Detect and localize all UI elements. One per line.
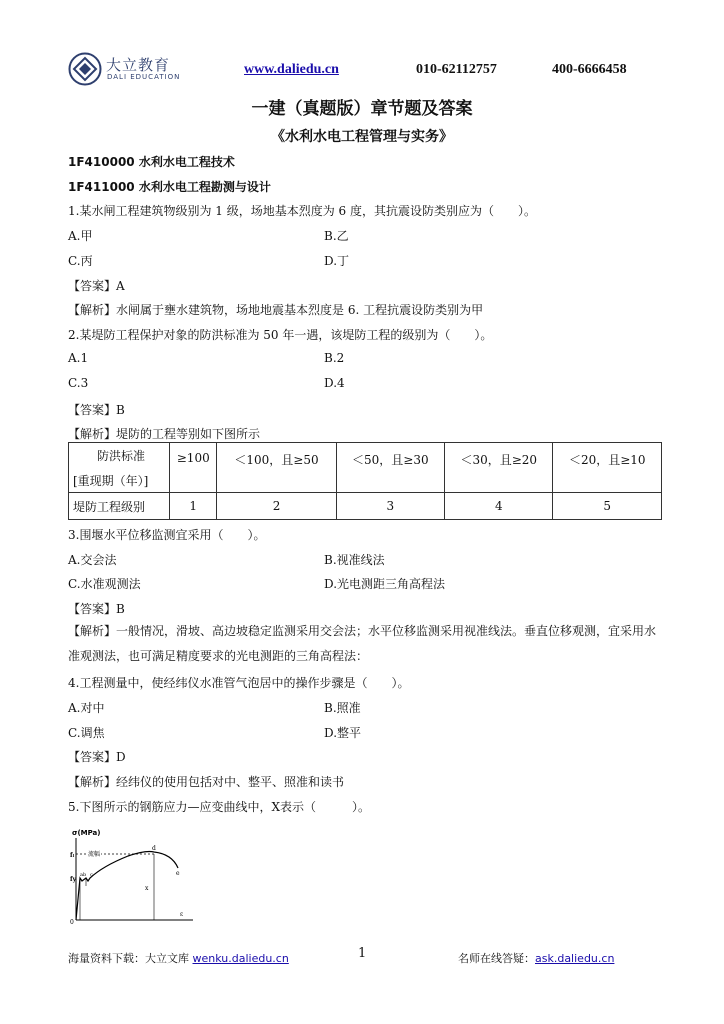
section-heading-1: 1F410000 水利水电工程技术	[68, 155, 235, 169]
chart-y-axis-label: σ(MPa)	[72, 829, 101, 837]
chart-x-label: x	[145, 885, 149, 892]
table-header-cell: 堤防工程级别	[69, 493, 170, 520]
website-link[interactable]: www.daliedu.cn	[244, 62, 339, 77]
table-cell: 3	[336, 493, 444, 520]
table-cell: 5	[553, 493, 662, 520]
question-4-stem: 4.工程测量中，使经纬仪水准管气泡居中的操作步骤是（ ）。	[68, 676, 410, 690]
table-cell: 2	[217, 493, 336, 520]
question-1-option-b: B.乙	[324, 229, 349, 243]
table-cell: ＜50，且≥30	[336, 443, 444, 493]
brand-name-en: DALI EDUCATION	[107, 73, 181, 81]
question-3-option-a: A.交会法	[68, 553, 117, 567]
question-1-option-d: D.丁	[324, 254, 350, 268]
wenku-link[interactable]: wenku.daliedu.cn	[192, 952, 289, 965]
question-4-option-c: C.调焦	[68, 726, 105, 740]
question-1-answer: 【答案】A	[68, 279, 125, 293]
question-1-option-c: C.丙	[68, 254, 93, 268]
ask-link[interactable]: ask.daliedu.cn	[535, 952, 615, 965]
question-2-analysis: 【解析】堤防的工程等别如下图所示	[68, 427, 261, 441]
chart-d-label: d	[152, 845, 156, 852]
question-2-answer: 【答案】B	[68, 403, 125, 417]
phone-number-2: 400-6666458	[552, 62, 627, 77]
footer-download-label: 海量资料下载：大立文库	[68, 952, 193, 965]
question-2-stem: 2.某堤防工程保护对象的防洪标准为 50 年一遇，该堤防工程的级别为（ ）。	[68, 328, 493, 342]
footer-qa-label: 名师在线答疑：	[458, 952, 535, 965]
question-2-option-b: B.2	[324, 351, 345, 365]
question-3-analysis: 【解析】一般情况，滑坡、高边坡稳定监测采用交会法；水平位移监测采用视准线法。垂直位移观测，宜采用水准观测法，也可满足精度要求的光电测距的三角高程法：	[68, 624, 657, 663]
question-4-analysis: 【解析】经纬仪的使用包括对中、整平、照准和读书	[68, 775, 345, 789]
brand-name: 大立教育	[106, 56, 171, 74]
question-2-option-c: C.3	[68, 376, 89, 390]
question-1-option-a: A.甲	[68, 229, 93, 243]
table-header-line-2: [重现期（年）]	[73, 473, 149, 488]
question-3-option-c: C.水准观测法	[68, 577, 141, 591]
question-1-stem: 1.某水闸工程建筑物级别为 1 级，场地基本烈度为 6 度，其抗震设防类别应为（ ）。	[68, 204, 536, 218]
chart-a-label: a	[80, 872, 83, 878]
question-2-option-d: D.4	[324, 376, 345, 390]
question-2-option-a: A.1	[68, 351, 89, 365]
dali-logo-icon	[68, 52, 102, 86]
table-row	[69, 493, 662, 520]
chart-stress-strain-curve	[76, 852, 178, 921]
chart-b-label: b	[83, 872, 87, 878]
chart-fl-label: fₗ	[70, 852, 75, 859]
document-title: 一建（真题版）章节题及答案	[251, 99, 473, 119]
section-heading-2: 1F411000 水利水电工程勘测与设计	[68, 180, 271, 194]
footer-download	[68, 950, 289, 966]
question-3-answer: 【答案】B	[68, 602, 125, 616]
footer-qa	[458, 950, 614, 966]
question-4-option-d: D.整平	[324, 726, 362, 740]
table-cell: ≥100	[170, 443, 217, 493]
question-4-answer: 【答案】D	[68, 750, 126, 764]
chart-eps-label: ε	[180, 911, 184, 918]
question-3-stem: 3.围堰水平位移监测宜采用（ ）。	[68, 528, 266, 542]
question-4-option-b: B.照准	[324, 701, 361, 715]
document-subtitle: 《水利水电工程管理与实务》	[271, 129, 453, 145]
table-cell: 1	[170, 493, 217, 520]
levee-grade-table	[68, 442, 662, 520]
question-1-analysis: 【解析】水闸属于壅水建筑物，场地地震基本烈度是 6. 工程抗震设防类别为甲	[68, 303, 484, 317]
stress-strain-diagram	[68, 826, 198, 926]
chart-c-label: c	[90, 872, 93, 878]
page-number: 1	[358, 946, 367, 961]
question-3-option-b: B.视准线法	[324, 553, 385, 567]
question-3-option-d: D.光电测距三角高程法	[324, 577, 446, 591]
table-cell: 4	[445, 493, 553, 520]
table-header-line-1: 防洪标准	[96, 448, 145, 463]
chart-e-label: e	[176, 870, 180, 877]
table-header-cell	[69, 443, 170, 493]
table-row	[69, 443, 662, 493]
table-cell: ＜30，且≥20	[445, 443, 553, 493]
chart-origin-label: 0	[70, 919, 74, 926]
question-5-stem: 5.下图所示的钢筋应力—应变曲线中，X表示（ ）。	[68, 800, 370, 814]
table-cell: ＜20，且≥10	[553, 443, 662, 493]
chart-fy-label: fy	[70, 876, 77, 883]
chart-yield-label: 流幅	[88, 851, 101, 858]
table-cell: ＜100，且≥50	[217, 443, 336, 493]
question-4-option-a: A.对中	[68, 701, 105, 715]
phone-number-1: 010-62112757	[416, 62, 497, 77]
